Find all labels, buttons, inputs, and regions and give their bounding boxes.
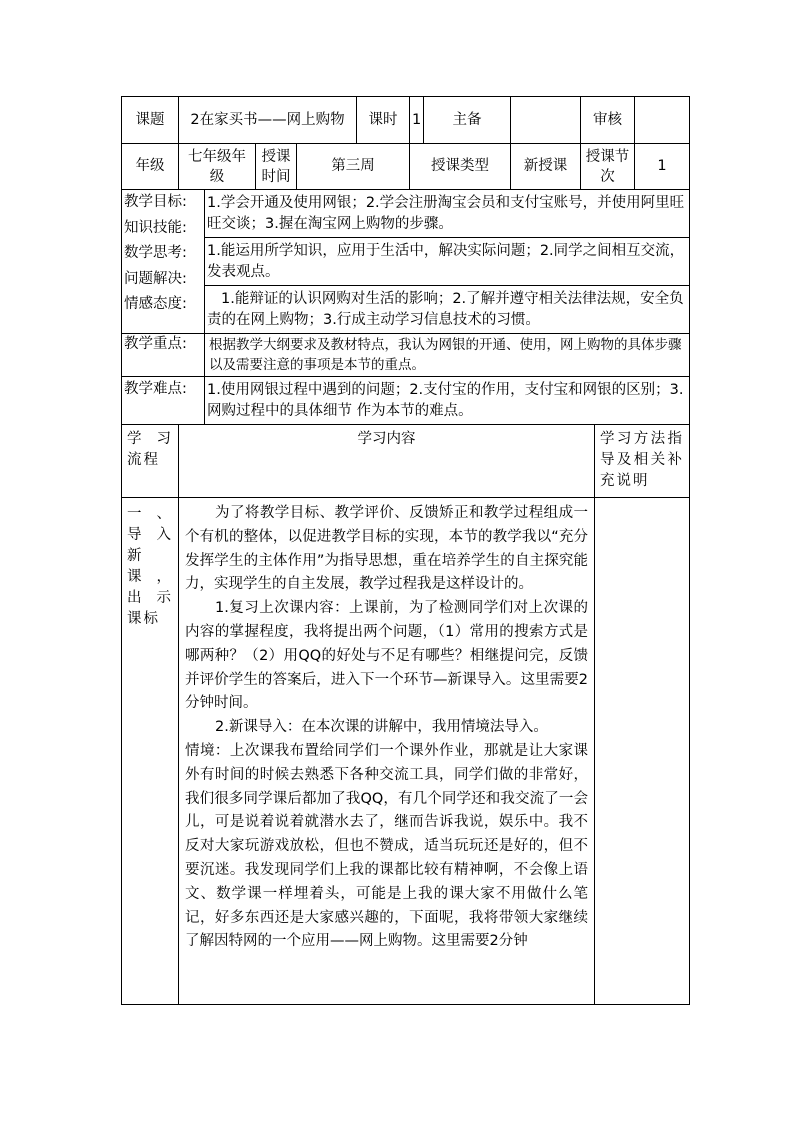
procedure-head-row	[122, 425, 690, 498]
knowledge-text: 1.学会开通及使用网银；2.学会注册淘宝会员和支付宝账号，并使用阿里旺旺交谈；3.握在淘宝网上购物的步骤。	[205, 190, 690, 238]
objectives-thinking-row	[122, 238, 690, 286]
type-value: 新授课	[511, 144, 581, 190]
guide-head: 学习方法指导及相关补充说明	[595, 425, 690, 498]
content-head: 学习内容	[179, 425, 595, 498]
prepare-label: 主备	[424, 97, 511, 144]
header-row	[122, 97, 690, 144]
info-row	[122, 144, 690, 190]
flow-head: 学习流程	[122, 425, 179, 498]
grade-label: 年级	[122, 144, 179, 190]
lesson-plan-table	[121, 96, 690, 1005]
difficulties-label: 教学难点:	[122, 377, 205, 425]
problem-solving-label: 问题解决:	[124, 270, 187, 287]
step1-paragraph-intro: 为了将教学目标、教学评价、反馈矫正和教学过程组成一个有机的整体，以促进教学目标的实现，本节的教学我以“充分发挥学生的主体作用”为指导思想，重在培养学生的自主探究能力，实现学生的自主发展，教学过程我是这样设计的。	[185, 505, 589, 593]
difficulties-text: 1.使用网银过程中遇到的问题；2.支付宝的作用，支付宝和网银的区别；3.网购过程中的具体细节 作为本节的难点。	[205, 377, 690, 425]
prepare-value	[511, 97, 581, 144]
key-points-text: 根据教学大纲要求及教材特点，我认为网银的开通、使用，网上购物的具体步骤以及需要注意的事项是本节的重点。	[205, 334, 690, 377]
step1-paragraph-scenario: 情境：上次课我布置给同学们一个课外作业，那就是让大家课外有时间的时候去熟悉下各种交流工具，同学们做的非常好，我们很多同学课后都加了我QQ，有几个同学还和我交流了一会儿，可是说着说着就潜水去了，继而告诉我说，娱乐中。我不反对大家玩游戏放松，但也不赞成，适当玩玩还是好的，但不要沉迷。我发现同学们上我的课都比较有精神啊，不会像上语文、数学课一样埋着头，可能是上我的课大家不用做什么笔记，好多东西还是大家感兴趣的，下面呢，我将带领大家继续了解因特网的一个应用——网上购物。这里需要2分钟	[185, 742, 589, 950]
time-label: 授课时间	[256, 144, 297, 190]
section-value: 1	[635, 144, 690, 190]
key-points-label: 教学重点:	[122, 334, 205, 377]
review-value	[635, 97, 690, 144]
grade-value: 七年级年级	[179, 144, 256, 190]
time-value: 第三周	[297, 144, 410, 190]
objectives-labels	[122, 190, 205, 334]
thinking-label: 数学思考:	[124, 245, 187, 261]
review-label: 审核	[581, 97, 635, 144]
step1-paragraph-review: 1.复习上次课内容：上课前，为了检测同学们对上次课的内容的掌握程度，我将提出两个问题，（1）常用的搜索方式是哪两种？（2）用QQ的好处与不足有哪些？相继提问完，反馈并评价学生的答案后，进入下一个环节—新课导入。这里需要2分钟时间。	[185, 600, 589, 712]
step1-paragraph-new: 2.新课导入：在本次课的讲解中，我用情境法导入。	[215, 719, 548, 736]
objectives-knowledge-row	[122, 190, 690, 238]
objectives-attitude-row	[122, 286, 690, 334]
step1-label: 一、导入新课，出示课标	[122, 498, 179, 1005]
step1-guide	[595, 498, 690, 1005]
lesson-title: 2在家买书——网上购物	[179, 97, 357, 144]
thinking-text: 1.能运用所学知识，应用于生活中，解决实际问题；2.同学之间相互交流，发表观点。	[205, 238, 690, 286]
period-value: 1	[410, 97, 424, 144]
key-points-row	[122, 334, 690, 377]
section-label: 授课节次	[581, 144, 635, 190]
attitude-text: 1.能辩证的认识网购对生活的影响；2.了解并遵守相关法律法规，安全负责的在网上购物；3.行成主动学习信息技术的习惯。	[205, 286, 690, 334]
lesson-label: 课题	[122, 97, 179, 144]
step1-row	[122, 498, 690, 1005]
objectives-label: 教学目标:	[124, 194, 187, 210]
period-label: 课时	[357, 97, 410, 144]
attitude-label: 情感态度:	[124, 296, 187, 312]
step1-content	[179, 498, 595, 1005]
knowledge-label: 知识技能:	[124, 219, 187, 236]
difficulties-row	[122, 377, 690, 425]
type-label: 授课类型	[410, 144, 511, 190]
